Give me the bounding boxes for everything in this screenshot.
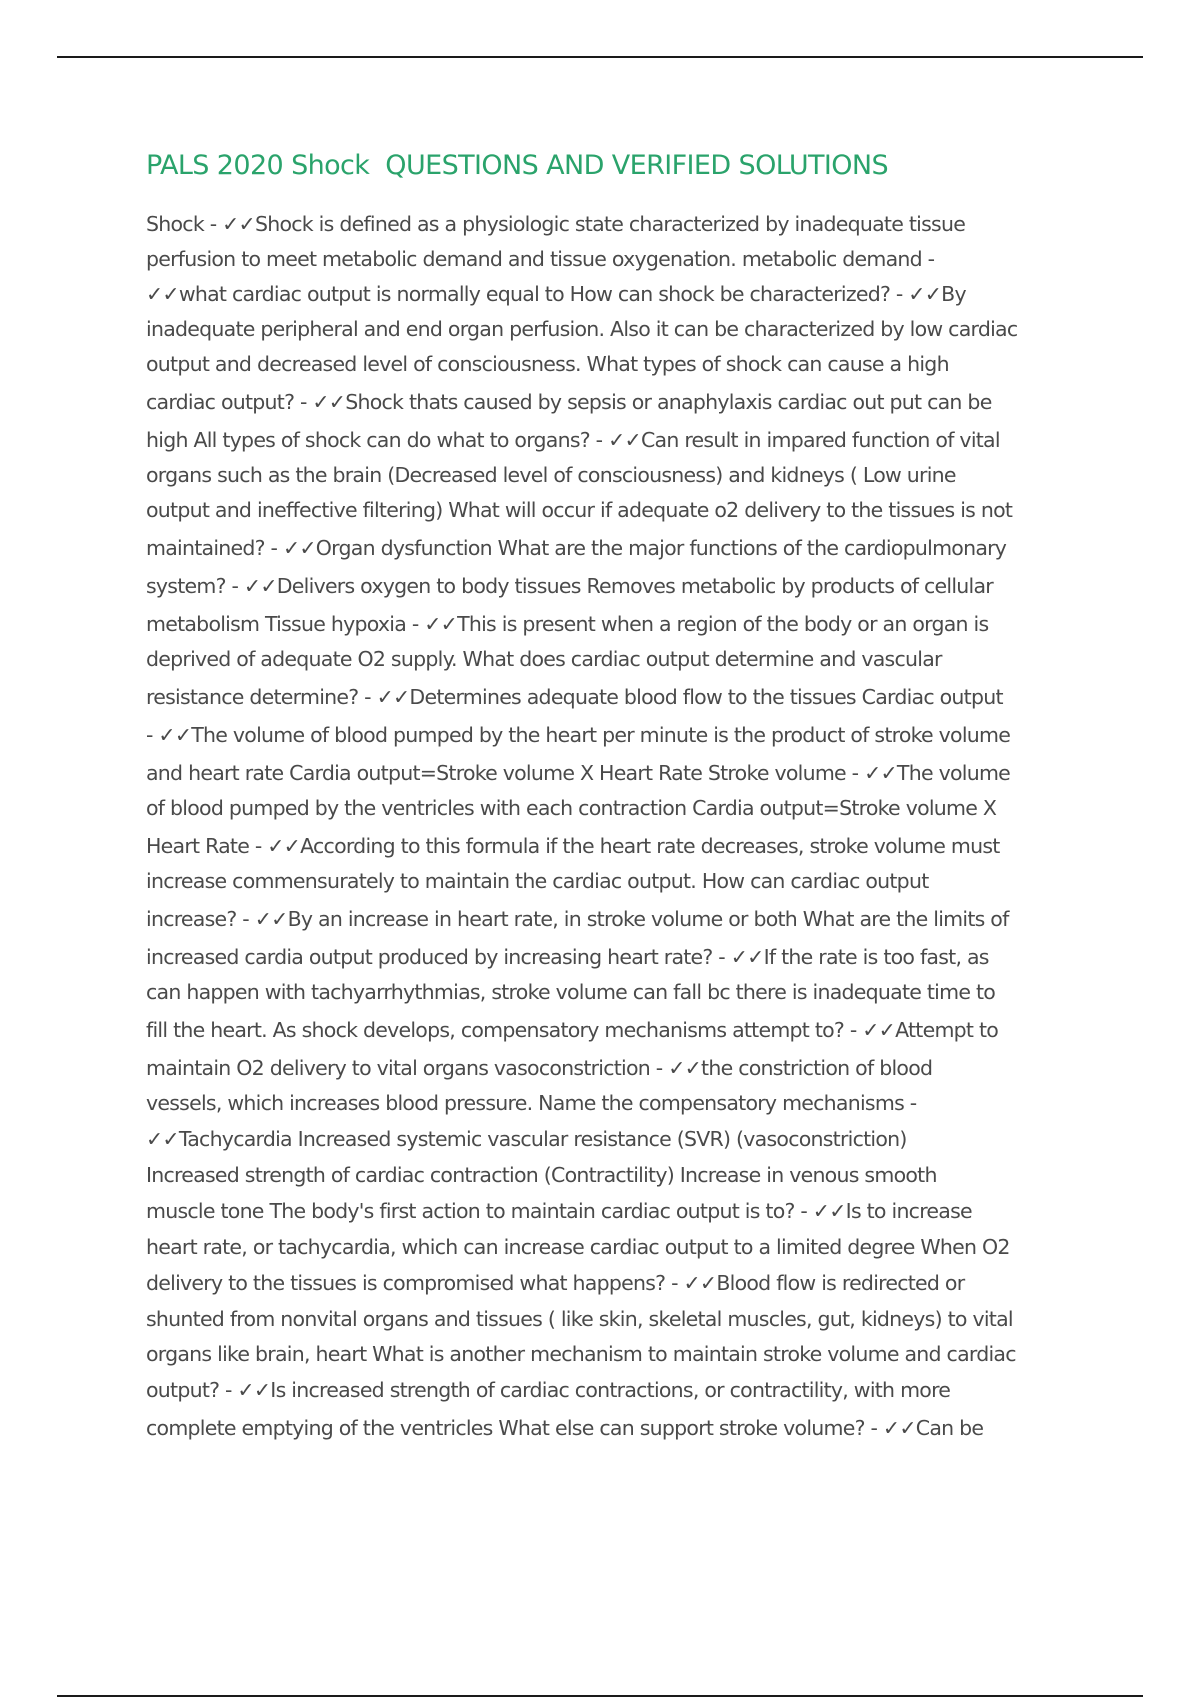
body-line: high All types of shock can do what to organs? - ✓✓Can result in impared function of vital (146, 428, 1000, 452)
body-line: Heart Rate - ✓✓According to this formula if the heart rate decreases, stroke volume must (146, 834, 1000, 858)
body-line: perfusion to meet metabolic demand and tissue oxygenation. metabolic demand - (146, 247, 935, 271)
body-line: muscle tone The body's first action to maintain cardiac output is to? - ✓✓Is to increase (146, 1199, 972, 1223)
body-line: maintain O2 delivery to vital organs vasoconstriction - ✓✓the constriction of blood (146, 1056, 933, 1080)
body-line: organs like brain, heart What is another mechanism to maintain stroke volume and cardiac (146, 1342, 1016, 1366)
body-line: resistance determine? - ✓✓Determines adequate blood flow to the tissues Cardiac output (146, 685, 1003, 709)
body-line: deprived of adequate O2 supply. What does cardiac output determine and vascular (146, 647, 942, 671)
body-line: vessels, which increases blood pressure. Name the compensatory mechanisms - (146, 1091, 917, 1115)
body-line: maintained? - ✓✓Organ dysfunction What are the major functions of the cardiopulmonary (146, 536, 1007, 560)
page-top-rule (57, 56, 1143, 58)
body-line: output and decreased level of consciousness. What types of shock can cause a high (146, 352, 949, 376)
page-bottom-rule (57, 1695, 1143, 1697)
body-line: increase commensurately to maintain the cardiac output. How can cardiac output (146, 869, 929, 893)
body-line: fill the heart. As shock develops, compensatory mechanisms attempt to? - ✓✓Attempt to (146, 1018, 999, 1042)
body-line: ✓✓what cardiac output is normally equal to How can shock be characterized? - ✓✓By (146, 282, 966, 306)
body-line: inadequate peripheral and end organ perfusion. Also it can be characterized by low cardiac (146, 317, 1018, 341)
document-title: PALS 2020 Shock QUESTIONS AND VERIFIED SOLUTIONS (146, 150, 889, 181)
body-line: metabolism Tissue hypoxia - ✓✓This is present when a region of the body or an organ is (146, 612, 989, 636)
body-line: output? - ✓✓Is increased strength of cardiac contractions, or contractility, with more (146, 1378, 951, 1402)
body-line: Increased strength of cardiac contraction (Contractility) Increase in venous smooth (146, 1163, 937, 1187)
body-line: ✓✓Tachycardia Increased systemic vascular resistance (SVR) (vasoconstriction) (146, 1127, 907, 1151)
body-line: complete emptying of the ventricles What else can support stroke volume? - ✓✓Can be (146, 1416, 984, 1440)
body-line: delivery to the tissues is compromised what happens? - ✓✓Blood flow is redirected or (146, 1271, 965, 1295)
body-line: can happen with tachyarrhythmias, stroke volume can fall bc there is inadequate time to (146, 980, 996, 1004)
body-line: output and ineffective filtering) What will occur if adequate o2 delivery to the tissues is not (146, 498, 1013, 522)
body-line: system? - ✓✓Delivers oxygen to body tissues Removes metabolic by products of cellular (146, 574, 993, 598)
body-line: increased cardia output produced by increasing heart rate? - ✓✓If the rate is too fast, as (146, 945, 989, 969)
body-line: organs such as the brain (Decreased level of consciousness) and kidneys ( Low urine (146, 463, 956, 487)
body-line: heart rate, or tachycardia, which can increase cardiac output to a limited degree When O2 (146, 1235, 1010, 1259)
body-line: - ✓✓The volume of blood pumped by the heart per minute is the product of stroke volume (146, 723, 1011, 747)
body-line: and heart rate Cardia output=Stroke volume X Heart Rate Stroke volume - ✓✓The volume (146, 761, 1011, 785)
body-line: Shock - ✓✓Shock is defined as a physiologic state characterized by inadequate tissue (146, 212, 966, 236)
body-line: shunted from nonvital organs and tissues ( like skin, skeletal muscles, gut, kidneys) to vital (146, 1307, 1013, 1331)
body-line: of blood pumped by the ventricles with each contraction Cardia output=Stroke volume X (146, 796, 997, 820)
body-line: cardiac output? - ✓✓Shock thats caused by sepsis or anaphylaxis cardiac out put can be (146, 390, 992, 414)
body-line: increase? - ✓✓By an increase in heart rate, in stroke volume or both What are the limits of (146, 907, 1009, 931)
